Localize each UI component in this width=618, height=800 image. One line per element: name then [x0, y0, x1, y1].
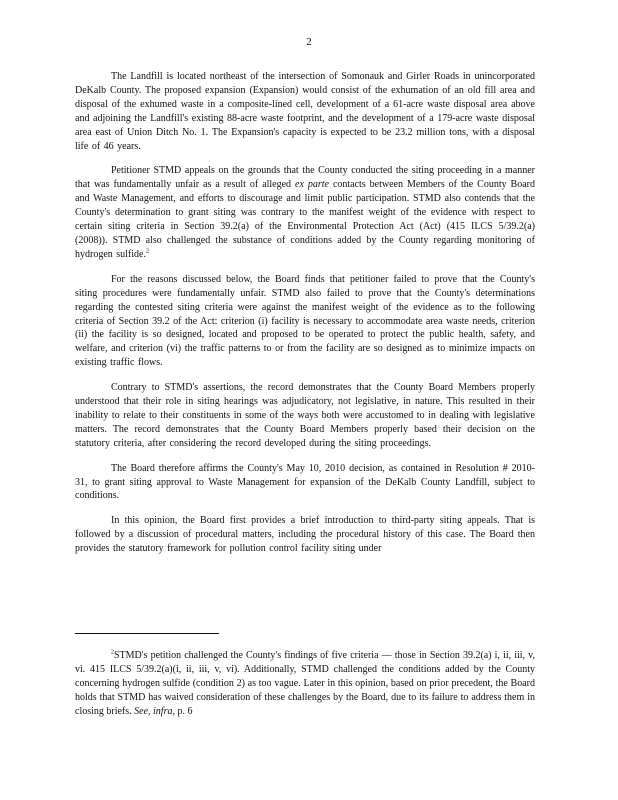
paragraph-text: contacts between Members of the County Board and Waste Management, and efforts to discourage and limit public participation. STMD also contends that the County's determination to grant siting was contrary to the manifest weight of the evidence with respect to certain siting criteria in Section 39.2(a) of the Environmental Protection Act (Act) (415 ILCS 5/39.2(a) (2008)). STMD also challenged the substance of conditions added by the County regarding monitoring of hydrogen sulfide. — [75, 179, 535, 260]
paragraph-landfill-location: The Landfill is located northeast of the intersection of Somonauk and Girler Roads in unincorporated DeKalb County. The proposed expansion (Expansion) would consist of the exhumation of an old fill area and disposal of the exhumed waste in a composite-lined cell, development of a 61-acre waste disposal area above and adjoining the Landfill's existing 88-acre waste footprint, and the development of a 179-acre waste disposal area east of Union Ditch No. 1. The Expansion's capacity is expected to be 23.2 million tons, with a disposal life of 46 years. — [75, 71, 535, 152]
paragraph-board-affirms: The Board therefore affirms the County's May 10, 2010 decision, as contained in Resolution # 2010-31, to grant siting approval to Waste Management for expansion of the DeKalb County Landfill, subject to conditions. — [75, 462, 535, 502]
footnote — [75, 649, 535, 719]
paragraph-adjudicatory-role: Contrary to STMD's assertions, the record demonstrates that the County Board Members properly understood that their role in siting hearings was adjudicatory, not legislative, in nature. This resulted in their inability to relate to their constituents in some of the ways both were accustomed to in dealing with legislative matters. The record demonstrates that the County Board Members properly based their decision on the statutory criteria, after considering the record developed during the siting proceedings. — [75, 382, 535, 449]
paragraph-opinion-overview: In this opinion, the Board first provides a brief introduction to third-party siting appeals. That is followed by a discussion of procedural matters, including the procedural history of this case. The Board then provides the statutory framework for pollution control facility siting under — [75, 515, 535, 555]
footnote-marker: 2 — [111, 649, 114, 656]
footnote-divider — [75, 633, 219, 634]
paragraph-text: Petitioner STMD appeals on the grounds that the County conducted the siting proceeding in a manner that was fundamentally unfair as a result of alleged — [75, 165, 535, 191]
body-text — [75, 70, 535, 567]
page-number: 2 — [306, 36, 312, 48]
footnote-citation: See, infra — [134, 705, 173, 717]
footnote-text-end: , p. 6 — [172, 705, 193, 717]
footnote-reference: 2 — [146, 248, 149, 255]
paragraph-petitioner-claims — [75, 164, 535, 261]
paragraph-board-findings: For the reasons discussed below, the Board finds that petitioner failed to prove that the County's siting procedures were fundamentally unfair. STMD also failed to prove that the County's determinations regarding the contested siting criteria were against the manifest weight of the evidence as to the following criteria of Section 39.2 of the Act: criterion (i) facility is necessary to accommodate area waste needs, criterion (ii) the facility is so designed, located and proposed to be operated to protect the public health, safety, and welfare, and criterion (vi) the traffic patterns to or from the facility are so designed as to minimize impacts on existing traffic flows. — [75, 273, 535, 369]
italic-term: ex parte — [295, 179, 329, 191]
footnote-text: STMD's petition challenged the County's findings of five criteria — those in Section 39.2(a) i, ii, iii, v, vi. 415 ILCS 5/39.2(a)(i, ii, iii, v, vi). Additionally, STMD challenged the conditions added by the County concerning hydrogen sulfide (condition 2) as too vague. Later in this opinion, based on prior precedent, the Board holds that STMD has waived consideration of these challenges by the Board, due to its failure to address them in closing briefs. — [75, 650, 535, 717]
